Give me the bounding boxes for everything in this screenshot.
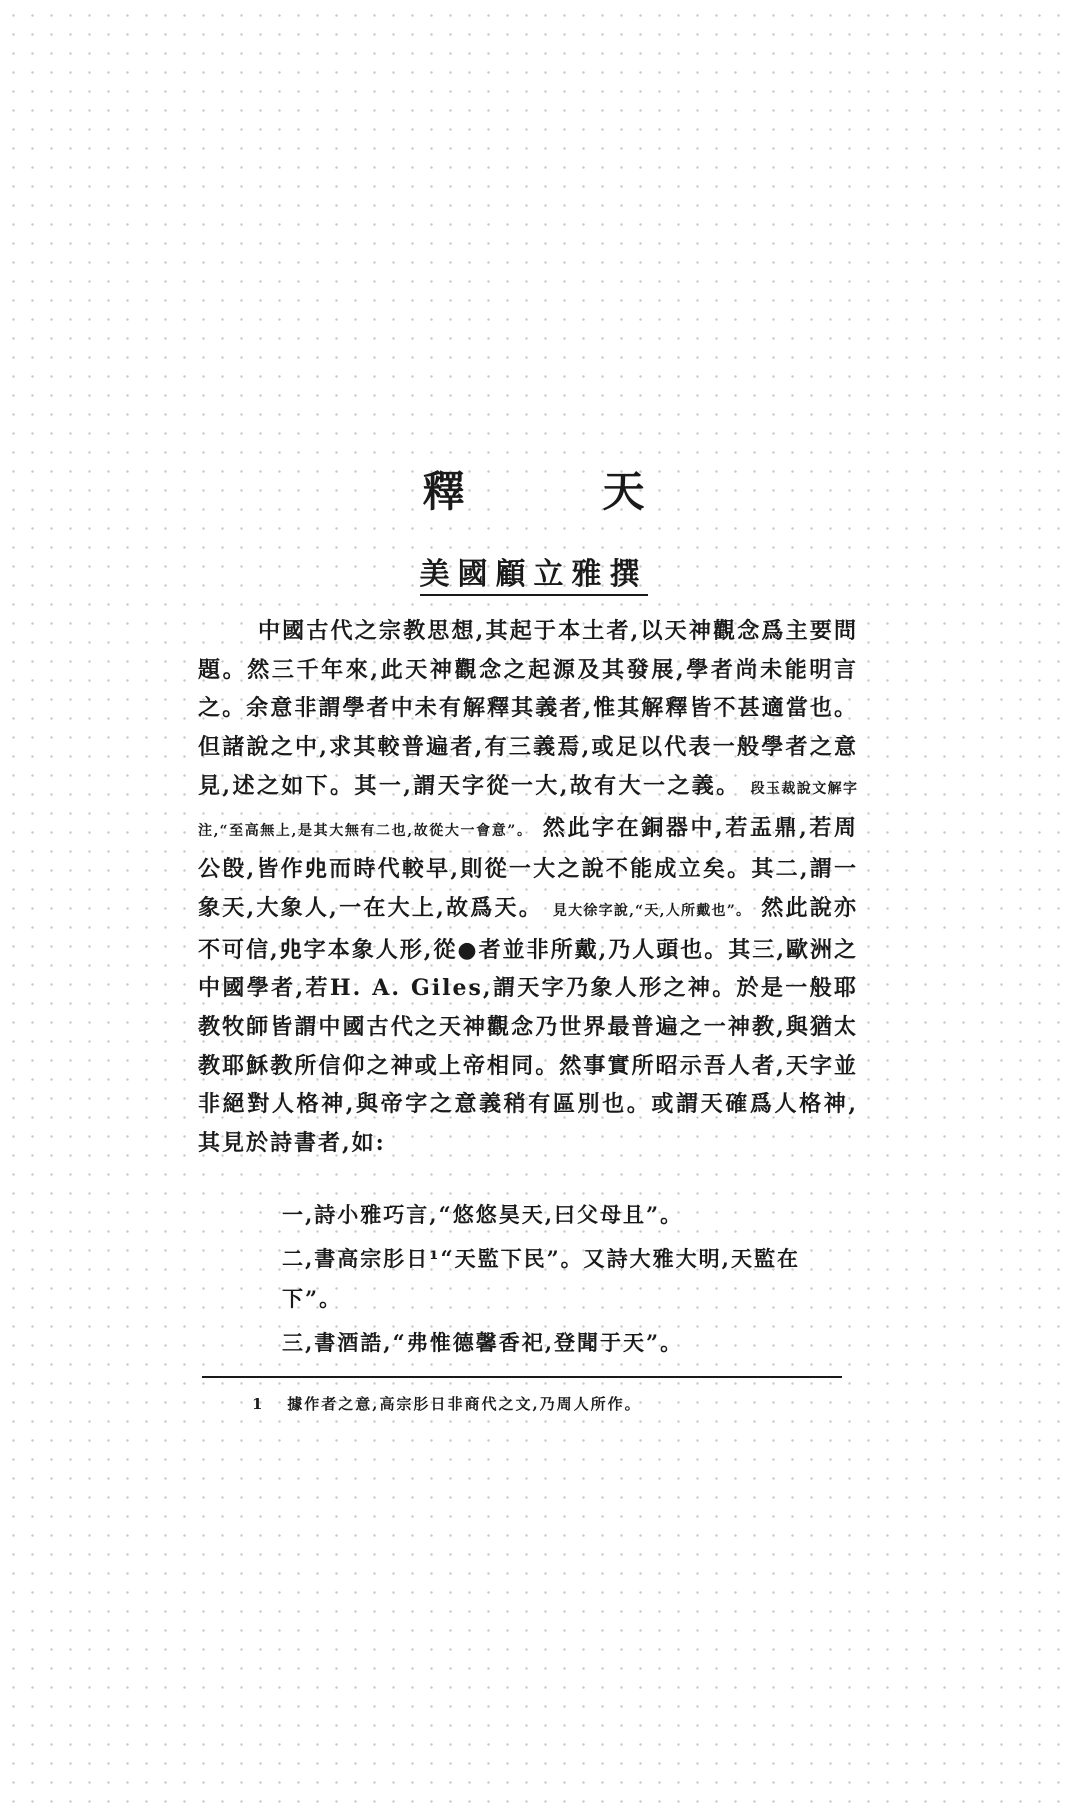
quote-text: 三,書酒誥,“弗惟德馨香祀,登聞于天”。 bbox=[282, 1330, 684, 1355]
body-paragraph bbox=[198, 612, 858, 1163]
quote-text: 二,書高宗肜日¹“天監下民”。又詩大雅大明,天監在下”。 bbox=[282, 1246, 800, 1311]
footnote bbox=[252, 1392, 852, 1416]
paragraph-text-1c: 然此說亦不可信,𠑹字本象人形,從●者並非所戴,乃人頭也。其三,歐洲之中國學者,若H. A. Giles,謂天字乃象人形之神。於是一般耶教牧師皆謂中國古代之天神觀念乃世界最普遍之一神教,與猶太教耶穌教所信仰之神或上帝相同。然事實所昭示吾人者,天字並非絕對人格神,與帝字之意義稍有區別也。或謂天確爲人格神,其見於詩書者,如: bbox=[198, 894, 858, 1157]
page-title: 釋 天 bbox=[422, 467, 693, 516]
quote-list bbox=[282, 1195, 842, 1367]
footnote-number: 1 bbox=[252, 1395, 265, 1413]
quote-item bbox=[282, 1323, 842, 1363]
footnote-divider bbox=[202, 1376, 842, 1378]
footnote-text: 據作者之意,高宗肜日非商代之文,乃周人所作。 bbox=[287, 1395, 642, 1413]
paragraph-text-1b: 然此字在銅器中,若盂鼎,若周公𣪘,皆作𠑹而時代較早,則從一大之說不能成立矣。其二,謂一象天,大象人,一在大上,故爲天。 bbox=[198, 814, 858, 921]
paragraph-text-1: 中國古代之宗教思想,其起于本土者,以天神觀念爲主要問題。然三千年來,此天神觀念之起源及其發展,學者尚未能明言之。余意非謂學者中未有解釋其義者,惟其解釋皆不甚適當也。但諸說之中,求其較普遍者,有三義焉,或足以代表一般學者之意見,述之如下。其一,謂天字從一大,故有大一之義。 bbox=[198, 618, 858, 799]
quote-text: 一,詩小雅巧言,“悠悠昊天,曰父母且”。 bbox=[282, 1202, 684, 1227]
inline-note-1: 段玉裁說文解字注,“至高無上,是其大無有二也,故從大一會意”。 bbox=[198, 780, 858, 839]
author-line bbox=[0, 555, 1067, 595]
inline-note-2: 見大徐字說,“天,人所戴也”。 bbox=[552, 902, 752, 919]
author-name: 美國顧立雅撰 bbox=[420, 557, 648, 596]
main-body bbox=[198, 612, 858, 1163]
quote-item bbox=[282, 1195, 842, 1235]
quote-item bbox=[282, 1239, 842, 1319]
